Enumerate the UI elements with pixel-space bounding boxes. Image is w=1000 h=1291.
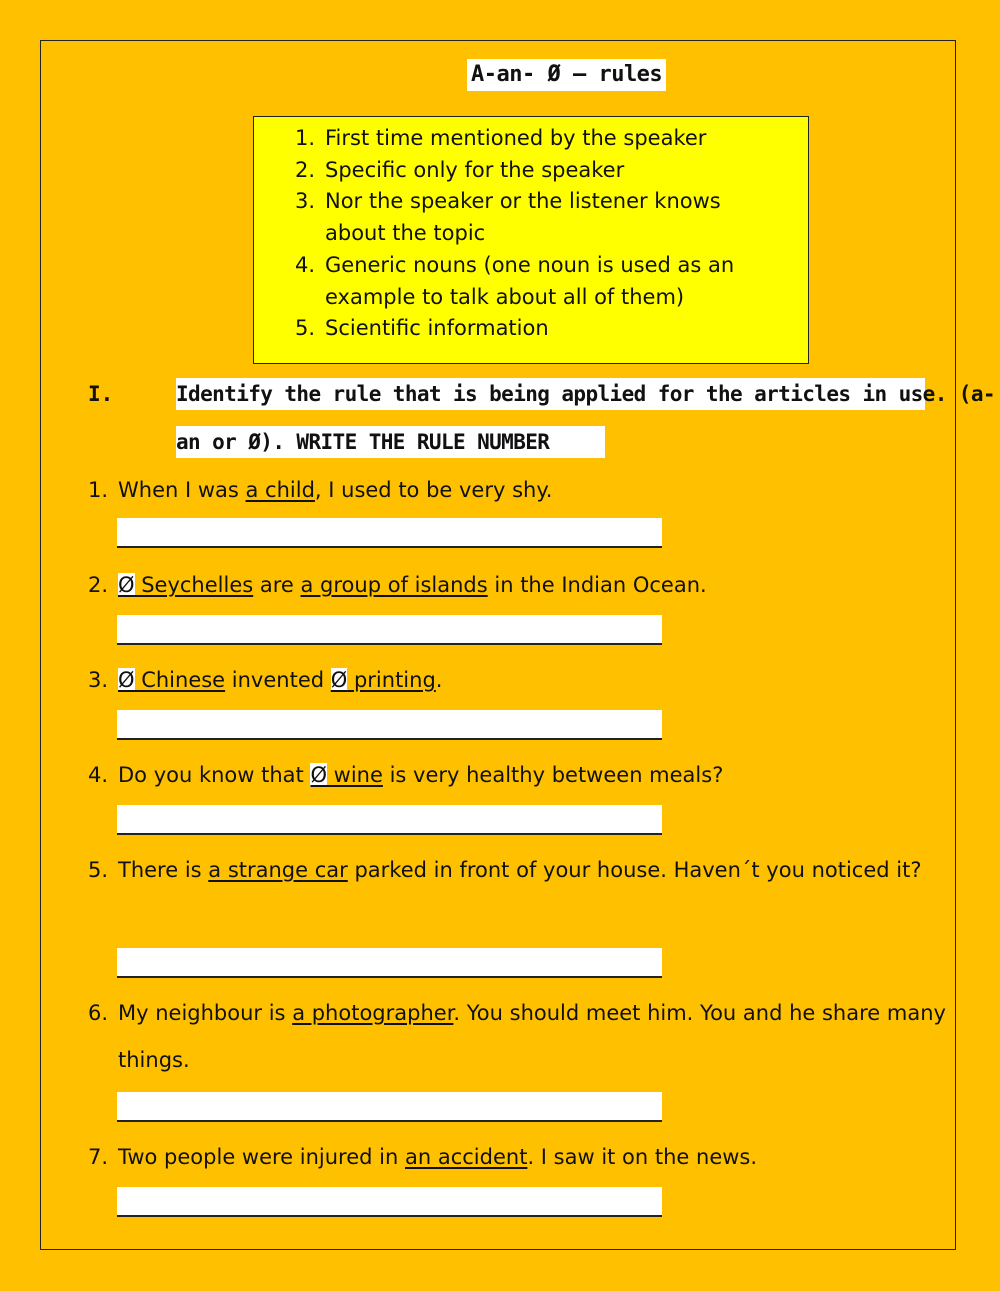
question-text (88, 752, 948, 799)
text: There is (118, 858, 209, 882)
rule-text: First time mentioned by the speaker (325, 126, 707, 150)
question-text (88, 990, 948, 1084)
answer-field-6[interactable] (117, 1092, 662, 1122)
question-number: 3. (88, 668, 109, 692)
question-4 (88, 752, 948, 799)
rules-list (254, 123, 808, 345)
answer-field-2[interactable] (117, 615, 662, 645)
target-phrase: wine (326, 763, 383, 787)
worksheet-title: A-an- Ø – rules (467, 59, 666, 91)
text: Do you know that (118, 763, 311, 787)
rule-text: Generic nouns (one noun is used as an example to talk about all of them) (325, 252, 735, 309)
target-phrase: Seychelles (134, 573, 254, 597)
question-text (88, 657, 948, 704)
question-text (88, 562, 948, 609)
text: . (435, 668, 443, 692)
question-7 (88, 1134, 948, 1181)
text: are (253, 573, 301, 597)
text: When I was (118, 478, 246, 502)
question-text (88, 467, 948, 514)
answer-field-5[interactable] (117, 948, 662, 978)
target-phrase: a group of islands (300, 573, 488, 597)
rule-item (254, 250, 735, 313)
rule-item (254, 313, 735, 345)
section-number: I. (88, 382, 114, 406)
rule-number: 5. (295, 316, 316, 341)
zero-article: Ø (118, 573, 135, 597)
question-number: 1. (88, 478, 109, 502)
question-number: 4. (88, 763, 109, 787)
text: parked in front of your house. Haven´t you noticed it? (347, 858, 922, 882)
question-2 (88, 562, 948, 609)
rule-number: 1. (295, 126, 316, 150)
text: , I used to be very shy. (314, 478, 553, 502)
target-phrase: a strange car (208, 858, 348, 882)
rule-item (254, 155, 735, 187)
answer-field-4[interactable] (117, 805, 662, 835)
answer-field-3[interactable] (117, 710, 662, 740)
target-phrase: a photographer (292, 1001, 454, 1025)
zero-article: Ø (118, 668, 135, 692)
question-number: 6. (88, 1001, 109, 1025)
rule-text: Nor the speaker or the listener knows about the topic (325, 189, 721, 246)
rule-text: Scientific information (325, 316, 549, 341)
target-phrase: printing (347, 668, 436, 692)
rule-number: 2. (295, 157, 316, 182)
rule-item (254, 186, 735, 249)
text: Two people were injured in (118, 1145, 405, 1169)
rule-number: 3. (295, 189, 316, 214)
rule-number: 4. (295, 252, 316, 277)
rules-box (253, 116, 809, 364)
instruction-line-2: an or Ø). WRITE THE RULE NUMBER (176, 426, 605, 458)
text: is very healthy between meals? (382, 763, 724, 787)
question-number: 2. (88, 573, 109, 597)
text: . I saw it on the news. (527, 1145, 758, 1169)
text: . You should meet him. You and he share many things. (118, 1001, 946, 1072)
question-number: 7. (88, 1145, 109, 1169)
question-number: 5. (88, 858, 109, 882)
question-1 (88, 467, 948, 514)
rule-item (254, 123, 735, 155)
target-phrase: Chinese (134, 668, 226, 692)
rule-text: Specific only for the speaker (325, 157, 625, 182)
zero-article: Ø (330, 668, 348, 692)
zero-article: Ø (310, 763, 327, 787)
target-phrase: an accident (404, 1145, 528, 1169)
question-6 (88, 990, 948, 1084)
question-text (88, 1134, 948, 1181)
instruction-line-1: Identify the rule that is being applied for the articles in use. (a- (176, 378, 925, 410)
question-text (88, 847, 948, 894)
answer-field-7[interactable] (117, 1187, 662, 1217)
question-5 (88, 847, 948, 894)
text: in the Indian Ocean. (487, 573, 707, 597)
target-phrase: a child (245, 478, 315, 502)
question-3 (88, 657, 948, 704)
text: My neighbour is (118, 1001, 293, 1025)
answer-field-1[interactable] (117, 518, 662, 548)
text: invented (225, 668, 331, 692)
